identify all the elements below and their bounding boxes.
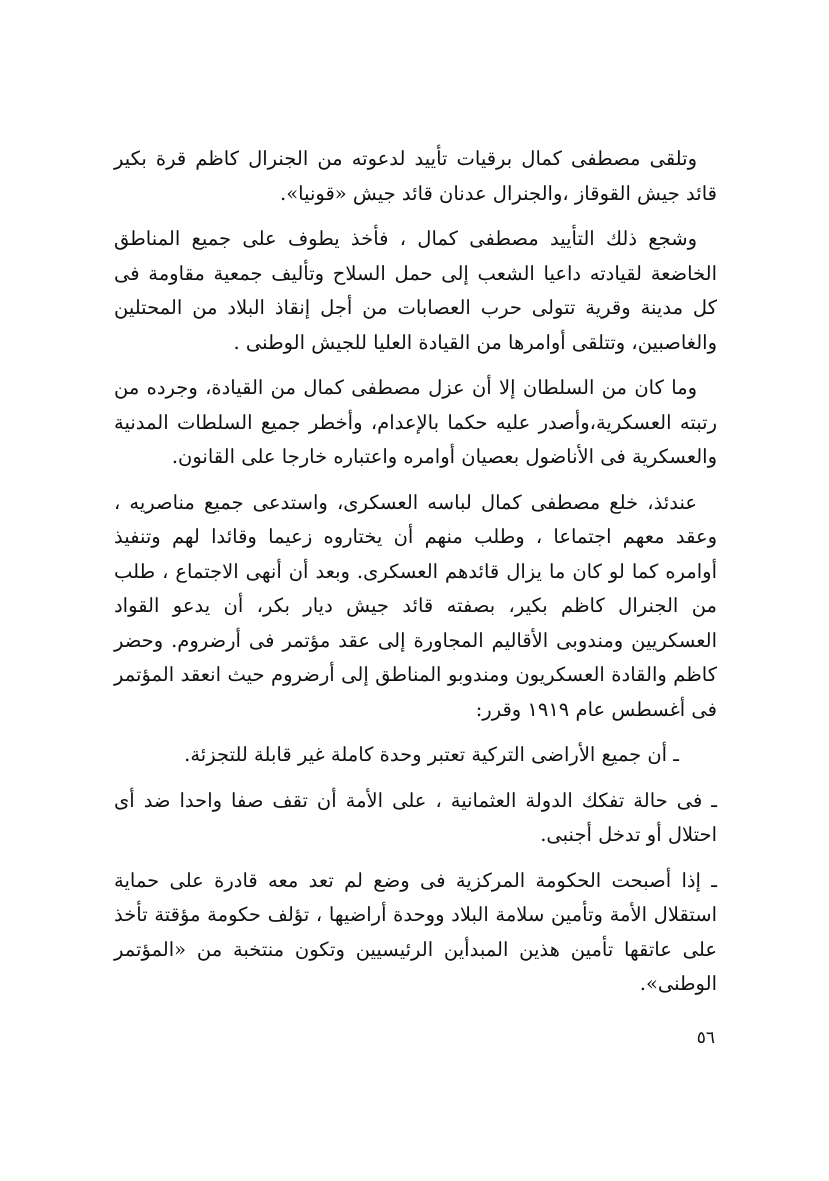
paragraph-1: وتلقى مصطفى كمال برقيات تأييد لدعوته من الجنرال كاظم قرة بكير قائد جيش القوقاز ،والجنرال عدنان قائد جيش «قونيا». — [114, 147, 717, 205]
bullet-item-1: ـ أن جميع الأراضى التركية تعتبر وحدة كاملة غير قابلة للتجزئة. — [184, 743, 679, 766]
paragraph-4: عندئذ، خلع مصطفى كمال لباسه العسكرى، واستدعى جميع مناصريه ، وعقد معهم اجتماعا ، وطلب منهم أن يختاروه زعيما وقائدا لهم وتنفيذ أوامره كما لو كان ما يزال قائدهم العسكرى. وبعد أن أنهى الاجتماع ، طلب من الجنرال كاظم بكير، بصفته قائد جيش ديار بكر، أن يدعو القواد العسكريين ومندوبى الأقاليم المجاورة إلى عقد مؤتمر فى أرضروم. وحضر كاظم والقادة العسكريون ومندوبو المناطق إلى أرضروم حيث انعقد المؤتمر فى أغسطس عام ١٩١٩ وقرر: — [114, 490, 717, 721]
page-body — [114, 142, 717, 1013]
bullet-item-3: ـ إذا أصبحت الحكومة المركزية فى وضع لم تعد معه قادرة على حماية استقلال الأمة وتأمين سلامة البلاد ووحدة أراضيها ، تؤلف حكومة مؤقتة تأخذ على عاتقها تأمين هذين المبدأين الرئيسيين وتكون منتخبة من «المؤتمر الوطنى». — [114, 868, 717, 995]
bullet-item-2: ـ فى حالة تفكك الدولة العثمانية ، على الأمة أن تقف صفا واحدا ضد أى احتلال أو تدخل أجنبى. — [114, 788, 717, 846]
paragraph-3: وما كان من السلطان إلا أن عزل مصطفى كمال من القيادة، وجرده من رتبته العسكرية،وأصدر عليه حكما بالإعدام، وأخطر جميع السلطات المدنية والعسكرية فى الأناضول بعصيان أوامره واعتباره خارجا على القانون. — [114, 376, 717, 468]
paragraph-2: وشجع ذلك التأييد مصطفى كمال ، فأخذ يطوف على جميع المناطق الخاضعة لقيادته داعيا الشعب إلى حمل السلاح وتأليف جمعية مقاومة فى كل مدينة وقرية تتولى حرب العصابات من أجل إنقاذ البلاد من المحتلين والغاصبين، وتتلقى أوامرها من القيادة العليا للجيش الوطنى . — [114, 227, 717, 354]
page-number: ٥٦ — [696, 1028, 715, 1048]
